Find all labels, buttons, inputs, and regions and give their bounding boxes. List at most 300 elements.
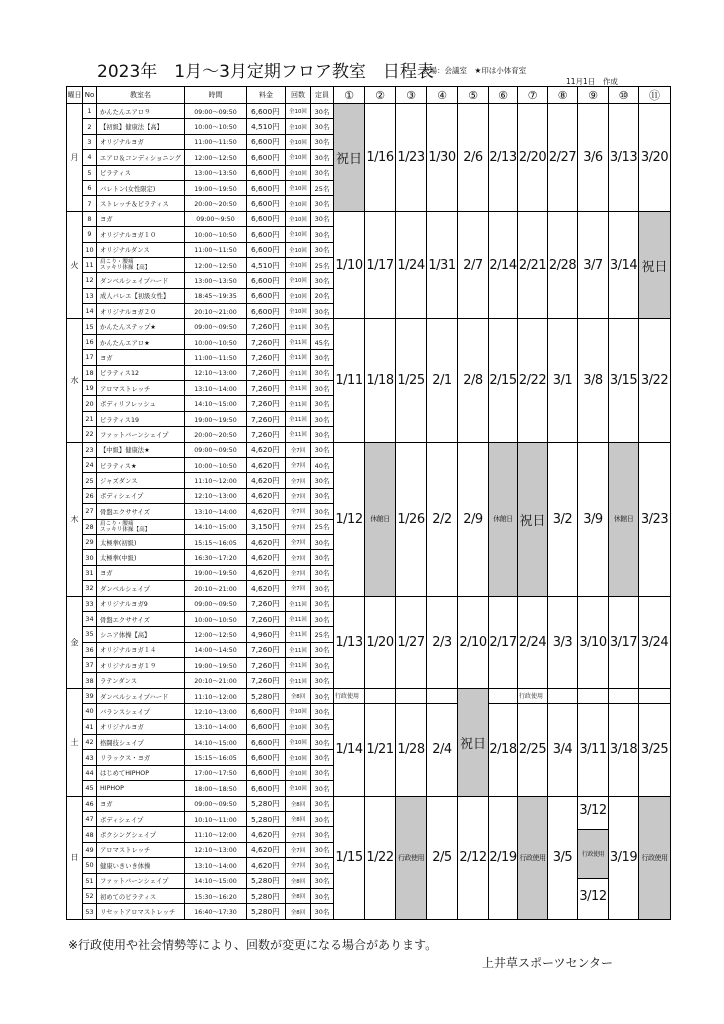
class-fee: 6,600円 — [247, 765, 286, 780]
session-date: 3/4 — [548, 704, 578, 796]
class-no: 27 — [83, 504, 97, 519]
session-date: 2/14 — [489, 211, 518, 319]
class-time: 13:00～13:50 — [185, 273, 247, 288]
class-fee: 5,280円 — [247, 888, 286, 903]
class-name: ダンベルシェイプハード — [97, 273, 185, 288]
class-name: 初めてのピラティス — [97, 888, 185, 903]
class-no: 13 — [83, 288, 97, 303]
class-name: ストレッチ＆ピラティス — [97, 196, 185, 211]
session-date: 1/11 — [334, 319, 365, 442]
class-capacity: 30名 — [311, 565, 334, 580]
class-count: 全10回 — [286, 704, 311, 719]
class-count: 全11回 — [286, 396, 311, 411]
class-fee: 4,960円 — [247, 627, 286, 642]
class-capacity: 30名 — [311, 273, 334, 288]
table-row — [67, 442, 671, 457]
class-capacity: 30名 — [311, 488, 334, 503]
class-capacity: 25名 — [311, 257, 334, 272]
class-count: 全8回 — [286, 873, 311, 888]
class-name: ヨガ — [97, 796, 185, 811]
class-name: ピラティス★ — [97, 457, 185, 472]
class-no: 35 — [83, 627, 97, 642]
class-time: 10:00～10:50 — [185, 334, 247, 349]
class-fee: 6,600円 — [247, 242, 286, 257]
class-capacity: 30名 — [311, 304, 334, 319]
round9-cell — [578, 796, 609, 919]
col-capacity: 定員 — [311, 87, 334, 104]
class-fee: 6,600円 — [247, 288, 286, 303]
session-date: 1/30 — [427, 104, 458, 212]
class-name: ダンベルシェイプハード — [97, 688, 185, 703]
class-name: ヨガ — [97, 350, 185, 365]
admin-use-tag: 行政使用 — [518, 688, 548, 703]
class-name: 成人バレエ【初級女性】 — [97, 288, 185, 303]
class-name: バレトン(女性限定) — [97, 180, 185, 195]
empty-cell — [396, 688, 427, 703]
class-capacity: 20名 — [311, 288, 334, 303]
class-name: リセットアロマストレッチ — [97, 904, 185, 919]
class-name: アロマストレッチ — [97, 842, 185, 857]
class-fee: 4,620円 — [247, 457, 286, 472]
class-time: 19:00～19:50 — [185, 565, 247, 580]
session-date: 1/27 — [396, 596, 427, 688]
class-time: 20:10～21:00 — [185, 304, 247, 319]
admin-use: 行政使用 — [396, 796, 427, 919]
session-date: 1/24 — [396, 211, 427, 319]
day-cell: 月 — [67, 104, 83, 212]
session-date: 祝日 — [458, 688, 489, 796]
class-capacity: 30名 — [311, 104, 334, 119]
class-no: 44 — [83, 765, 97, 780]
class-name: オリジナルヨガ — [97, 134, 185, 149]
class-no: 22 — [83, 427, 97, 442]
class-time: 17:00～17:50 — [185, 765, 247, 780]
class-name: ヨガ — [97, 565, 185, 580]
class-name: オリジナルヨガ9 — [97, 596, 185, 611]
class-time: 11:10～12:00 — [185, 688, 247, 703]
class-no: 39 — [83, 688, 97, 703]
class-time: 19:00～19:50 — [185, 411, 247, 426]
class-capacity: 30名 — [311, 611, 334, 626]
class-count: 全11回 — [286, 658, 311, 673]
class-no: 28 — [83, 519, 97, 534]
empty-cell — [489, 688, 518, 703]
class-fee: 6,600円 — [247, 211, 286, 226]
header-row — [67, 87, 671, 104]
class-fee: 5,280円 — [247, 811, 286, 826]
class-no: 1 — [83, 104, 97, 119]
class-time: 11:10～12:00 — [185, 827, 247, 842]
class-count: 全11回 — [286, 427, 311, 442]
class-name: ピラティス12 — [97, 365, 185, 380]
class-time: 20:10～21:00 — [185, 673, 247, 688]
session-date: 3/12 — [579, 802, 607, 818]
class-fee: 7,260円 — [247, 365, 286, 380]
session-date: 1/18 — [365, 319, 396, 442]
class-fee: 5,280円 — [247, 796, 286, 811]
session-date: 3/7 — [578, 211, 609, 319]
class-name: エアロ＆コンディショニング — [97, 150, 185, 165]
class-no: 12 — [83, 273, 97, 288]
class-fee: 6,600円 — [247, 150, 286, 165]
class-time: 12:10～13:00 — [185, 488, 247, 503]
class-capacity: 30名 — [311, 796, 334, 811]
session-date: 2/17 — [489, 596, 518, 688]
class-no: 2 — [83, 119, 97, 134]
class-fee: 6,600円 — [247, 750, 286, 765]
class-time: 10:00～10:50 — [185, 119, 247, 134]
class-count: 全7回 — [286, 504, 311, 519]
class-capacity: 30名 — [311, 319, 334, 334]
class-capacity: 30名 — [311, 673, 334, 688]
day-cell: 火 — [67, 211, 83, 319]
class-name: 骨盤エクササイズ — [97, 504, 185, 519]
class-time: 14:10～15:00 — [185, 735, 247, 750]
session-date: 3/20 — [639, 104, 671, 212]
session-date: 2/12 — [458, 796, 489, 919]
class-name: 格闘技シェイプ — [97, 735, 185, 750]
table-row — [67, 104, 671, 119]
class-capacity: 30名 — [311, 719, 334, 734]
table-row — [67, 319, 671, 334]
empty-cell — [365, 688, 396, 703]
class-count: 全11回 — [286, 673, 311, 688]
empty-cell — [639, 688, 671, 703]
class-count: 全10回 — [286, 288, 311, 303]
class-time: 09:00～9:50 — [185, 211, 247, 226]
session-date: 3/9 — [578, 442, 609, 596]
class-name: ピラティス19 — [97, 411, 185, 426]
session-date: 2/15 — [489, 319, 518, 442]
class-time: 14:10～15:00 — [185, 519, 247, 534]
class-time: 09:00～09:50 — [185, 104, 247, 119]
session-date: 2/21 — [518, 211, 548, 319]
class-time: 13:10～14:00 — [185, 381, 247, 396]
class-time: 19:00～19:50 — [185, 658, 247, 673]
class-capacity: 30名 — [311, 642, 334, 657]
session-date: 2/3 — [427, 596, 458, 688]
col-round: ⑥ — [489, 87, 518, 104]
class-capacity: 30名 — [311, 534, 334, 549]
class-no: 21 — [83, 411, 97, 426]
col-round: ② — [365, 87, 396, 104]
class-no: 51 — [83, 873, 97, 888]
class-fee: 3,150円 — [247, 519, 286, 534]
admin-use: 行政使用 — [578, 829, 608, 879]
class-fee: 5,280円 — [247, 688, 286, 703]
class-no: 7 — [83, 196, 97, 211]
class-time: 13:10～14:00 — [185, 858, 247, 873]
class-fee: 4,620円 — [247, 473, 286, 488]
class-no: 37 — [83, 658, 97, 673]
session-date: 1/26 — [396, 442, 427, 596]
class-no: 45 — [83, 781, 97, 796]
class-capacity: 30名 — [311, 196, 334, 211]
class-fee: 4,620円 — [247, 504, 286, 519]
class-name: ジャズダンス — [97, 473, 185, 488]
session-date: 1/13 — [334, 596, 365, 688]
class-no: 32 — [83, 581, 97, 596]
class-capacity: 30名 — [311, 134, 334, 149]
class-count: 全11回 — [286, 611, 311, 626]
class-time: 10:00～10:50 — [185, 227, 247, 242]
class-count: 全10回 — [286, 119, 311, 134]
admin-use: 行政使用 — [518, 796, 548, 919]
class-time: 09:00～09:50 — [185, 319, 247, 334]
class-capacity: 30名 — [311, 119, 334, 134]
class-name: ボディリフレッシュ — [97, 396, 185, 411]
class-name: 健康いきいき体操 — [97, 858, 185, 873]
class-count: 全7回 — [286, 827, 311, 842]
class-fee: 7,260円 — [247, 381, 286, 396]
class-count: 全7回 — [286, 457, 311, 472]
class-capacity: 30名 — [311, 396, 334, 411]
class-fee: 7,260円 — [247, 673, 286, 688]
session-date: 1/10 — [334, 211, 365, 319]
class-count: 全8回 — [286, 688, 311, 703]
session-date: 3/18 — [609, 704, 639, 796]
class-no: 20 — [83, 396, 97, 411]
class-no: 25 — [83, 473, 97, 488]
col-no: No — [83, 87, 97, 104]
class-count: 全7回 — [286, 519, 311, 534]
session-date: 2/9 — [458, 442, 489, 596]
class-time: 12:10～13:00 — [185, 842, 247, 857]
table-row — [67, 596, 671, 611]
col-round: ③ — [396, 87, 427, 104]
class-no: 5 — [83, 165, 97, 180]
class-count: 全7回 — [286, 550, 311, 565]
class-name: シニア体操【高】 — [97, 627, 185, 642]
class-count: 全10回 — [286, 227, 311, 242]
class-count: 全10回 — [286, 242, 311, 257]
class-count: 全10回 — [286, 150, 311, 165]
class-time: 16:40～17:30 — [185, 904, 247, 919]
day-cell: 日 — [67, 796, 83, 919]
table-row — [67, 688, 671, 703]
class-name: 骨盤エクササイズ — [97, 611, 185, 626]
class-time: 12:10～13:00 — [185, 704, 247, 719]
class-name: ラテンダンス — [97, 673, 185, 688]
session-date: 2/10 — [458, 596, 489, 688]
class-no: 15 — [83, 319, 97, 334]
class-count: 全11回 — [286, 642, 311, 657]
session-date: 1/25 — [396, 319, 427, 442]
class-capacity: 30名 — [311, 581, 334, 596]
day-cell: 土 — [67, 688, 83, 796]
class-fee: 7,260円 — [247, 396, 286, 411]
class-no: 46 — [83, 796, 97, 811]
session-date: 1/21 — [365, 704, 396, 796]
class-capacity: 30名 — [311, 596, 334, 611]
class-capacity: 25名 — [311, 519, 334, 534]
class-no: 26 — [83, 488, 97, 503]
class-no: 50 — [83, 858, 97, 873]
class-name: ボクシングシェイプ — [97, 827, 185, 842]
col-round: ⑧ — [548, 87, 578, 104]
class-capacity: 30名 — [311, 473, 334, 488]
class-count: 全11回 — [286, 334, 311, 349]
created-date: 11月1日 作成 — [566, 77, 618, 86]
class-capacity: 30名 — [311, 781, 334, 796]
class-time: 10:00～10:50 — [185, 457, 247, 472]
class-count: 全7回 — [286, 442, 311, 457]
closed-day: 休館日 — [609, 442, 639, 596]
class-name: オリジナルダンス — [97, 242, 185, 257]
class-no: 11 — [83, 257, 97, 272]
day-cell: 金 — [67, 596, 83, 688]
session-date: 2/20 — [518, 104, 548, 212]
class-name: ボディシェイプ — [97, 811, 185, 826]
class-count: 全11回 — [286, 365, 311, 380]
class-count: 全10回 — [286, 304, 311, 319]
class-fee: 6,600円 — [247, 196, 286, 211]
class-capacity: 30名 — [311, 827, 334, 842]
col-round: ⑪ — [639, 87, 671, 104]
class-count: 全11回 — [286, 411, 311, 426]
class-fee: 7,260円 — [247, 596, 286, 611]
class-capacity: 25名 — [311, 627, 334, 642]
class-no: 49 — [83, 842, 97, 857]
col-round: ⑦ — [518, 87, 548, 104]
class-no: 23 — [83, 442, 97, 457]
class-time: 19:00～19:50 — [185, 180, 247, 195]
class-fee: 6,600円 — [247, 273, 286, 288]
class-no: 40 — [83, 704, 97, 719]
class-fee: 4,620円 — [247, 581, 286, 596]
class-time: 11:00～11:50 — [185, 134, 247, 149]
class-no: 38 — [83, 673, 97, 688]
class-fee: 4,620円 — [247, 550, 286, 565]
session-date: 2/4 — [427, 704, 458, 796]
class-count: 全7回 — [286, 473, 311, 488]
session-date: 祝日 — [334, 104, 365, 212]
session-date: 3/12 — [579, 888, 607, 904]
class-name: ピラティス — [97, 165, 185, 180]
class-fee: 6,600円 — [247, 180, 286, 195]
empty-cell — [578, 688, 609, 703]
class-count: 全10回 — [286, 781, 311, 796]
session-date: 3/10 — [578, 596, 609, 688]
col-round: ⑤ — [458, 87, 489, 104]
class-count: 全10回 — [286, 257, 311, 272]
class-count: 全11回 — [286, 319, 311, 334]
class-no: 18 — [83, 365, 97, 380]
class-name: オリジナルヨガ１４ — [97, 642, 185, 657]
class-fee: 7,260円 — [247, 350, 286, 365]
col-day: 曜日 — [67, 87, 83, 104]
class-time: 13:10～14:00 — [185, 504, 247, 519]
empty-cell — [548, 688, 578, 703]
session-date: 2/24 — [518, 596, 548, 688]
class-capacity: 45名 — [311, 334, 334, 349]
venue-note: 会場：会議室 ★印は小体育室 — [422, 66, 527, 75]
class-fee: 4,620円 — [247, 442, 286, 457]
class-name: オリジナルヨガ２０ — [97, 304, 185, 319]
class-count: 全7回 — [286, 534, 311, 549]
class-fee: 6,600円 — [247, 227, 286, 242]
class-time: 15:15～16:05 — [185, 750, 247, 765]
class-name: かんたんエアロ９ — [97, 104, 185, 119]
day-cell: 水 — [67, 319, 83, 442]
class-fee: 4,620円 — [247, 565, 286, 580]
class-fee: 7,260円 — [247, 319, 286, 334]
class-fee: 7,260円 — [247, 411, 286, 426]
class-capacity: 30名 — [311, 365, 334, 380]
class-name: オリジナルヨガ１０ — [97, 227, 185, 242]
session-date: 2/28 — [548, 211, 578, 319]
class-time: 09:00～09:50 — [185, 796, 247, 811]
class-count: 全7回 — [286, 488, 311, 503]
class-fee: 6,600円 — [247, 104, 286, 119]
class-time: 12:00～12:50 — [185, 627, 247, 642]
class-no: 52 — [83, 888, 97, 903]
class-time: 11:00～11:50 — [185, 350, 247, 365]
class-no: 8 — [83, 211, 97, 226]
session-date: 1/23 — [396, 104, 427, 212]
admin-use: 行政使用 — [639, 796, 671, 919]
class-time: 09:00～09:50 — [185, 596, 247, 611]
class-name: ファットバーンシェイプ — [97, 427, 185, 442]
class-time: 11:10～12:00 — [185, 473, 247, 488]
class-capacity: 30名 — [311, 411, 334, 426]
session-date: 3/24 — [639, 596, 671, 688]
session-date: 3/15 — [609, 319, 639, 442]
col-time: 時間 — [185, 87, 247, 104]
session-date: 2/18 — [489, 704, 518, 796]
session-date: 2/22 — [518, 319, 548, 442]
session-date: 3/23 — [639, 442, 671, 596]
class-time: 13:00～13:50 — [185, 165, 247, 180]
class-name: かんたんステップ★ — [97, 319, 185, 334]
schedule-table — [66, 86, 671, 920]
class-no: 16 — [83, 334, 97, 349]
class-count: 全7回 — [286, 858, 311, 873]
footer-org: 上井草スポーツセンター — [482, 956, 614, 970]
class-capacity: 30名 — [311, 504, 334, 519]
session-date: 2/27 — [548, 104, 578, 212]
class-fee: 5,280円 — [247, 904, 286, 919]
class-fee: 4,620円 — [247, 842, 286, 857]
session-date: 2/6 — [458, 104, 489, 212]
class-name: かんたんエアロ★ — [97, 334, 185, 349]
footer-note: ※行政使用や社会情勢等により、回数が変更になる場合があります。 — [68, 938, 438, 952]
session-date: 3/19 — [609, 796, 639, 919]
class-count: 全10回 — [286, 273, 311, 288]
class-time: 18:45～19:35 — [185, 288, 247, 303]
class-capacity: 30名 — [311, 381, 334, 396]
class-count: 全11回 — [286, 350, 311, 365]
class-no: 31 — [83, 565, 97, 580]
class-capacity: 30名 — [311, 842, 334, 857]
session-date: 1/16 — [365, 104, 396, 212]
class-no: 36 — [83, 642, 97, 657]
table-row — [67, 704, 671, 719]
session-date: 1/12 — [334, 442, 365, 596]
class-no: 10 — [83, 242, 97, 257]
col-round: ⑨ — [578, 87, 609, 104]
class-capacity: 30名 — [311, 165, 334, 180]
session-date: 2/13 — [489, 104, 518, 212]
closed-day: 休館日 — [365, 442, 396, 596]
class-fee: 4,620円 — [247, 534, 286, 549]
class-time: 20:00～20:50 — [185, 196, 247, 211]
class-capacity: 30名 — [311, 658, 334, 673]
day-cell: 木 — [67, 442, 83, 596]
class-fee: 7,260円 — [247, 658, 286, 673]
session-date: 3/11 — [578, 704, 609, 796]
class-time: 15:30～16:20 — [185, 888, 247, 903]
